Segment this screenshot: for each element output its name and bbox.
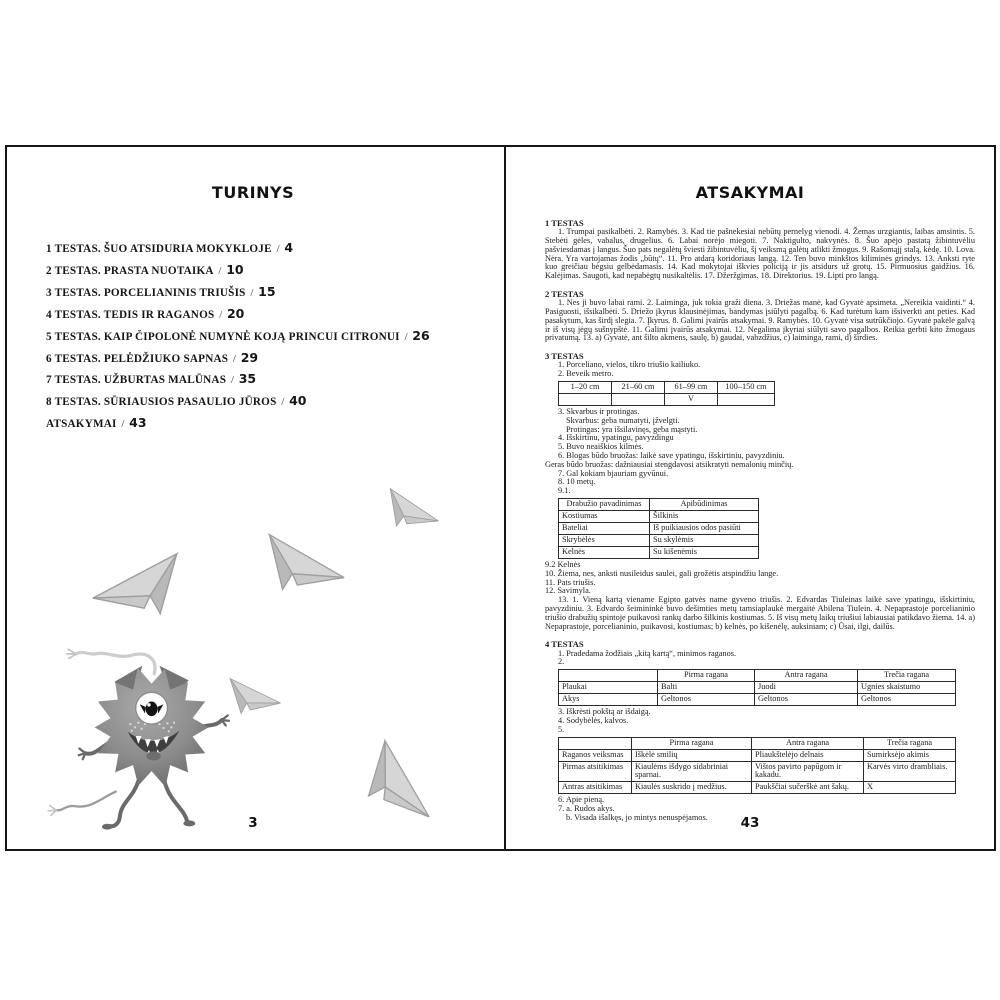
answer-table-cell: Pirmas atsitikimas [559,761,632,782]
answer-line: Protingas: yra išsilavinęs, geba mąstyti. [566,424,698,434]
monster-illustration [38,638,240,830]
toc-item [46,282,486,304]
toc-item-label: 5 TESTAS. KAIP ČIPOLONĖ NUMYNĖ KOJĄ PRINCUI CITRONUI [46,330,400,343]
toc-separator: / [278,396,288,409]
page-number-left: 3 [248,815,258,831]
toc-item-page: 20 [226,305,245,321]
answer-table-cell: Bateliai [559,522,650,534]
answer-table-cell: Kiaulės suskrido į medžius. [632,782,752,794]
answer-table-cell: 61–99 cm [665,381,718,393]
toc-item-label: 4 TESTAS. TEDIS IR RAGANOS [46,308,215,321]
toc-item [46,260,486,282]
toc-item-label: 7 TESTAS. UŽBURTAS MALŪNAS [46,374,227,387]
answers-title: ATSAKYMAI [695,183,805,202]
answer-table-cell [718,393,775,405]
answer-line: 9.2 Kelnės [545,559,581,569]
answer-table-cell [559,393,612,405]
answer-line: 12. Savimyla. [545,586,591,596]
toc-item-page: 35 [238,371,257,387]
answer-table-cell: Drabužio pavadinimas [559,498,650,510]
answer-table-cell: Geltonos [755,694,858,706]
toc-item-page: 26 [412,327,430,343]
answer-table-cell: Ugnies skaistumo [858,682,956,694]
answer-line: 9.1. [558,486,571,496]
answer-line: 4. Išskirtinu, ypatingu, pavyzdingu [558,433,674,443]
answer-table-cell: Trečia ragana [864,737,956,749]
answer-table-cell: Geltonos [858,694,956,706]
answer-line: b. Visada išalkęs, jo mintys nenuspėjamos. [566,812,708,822]
toc-item [46,304,486,326]
answer-line: Skvarbus: geba numatyti, įžvelgti. [566,415,680,425]
answer-line: 7. a. Rudos akys. [558,803,615,813]
page-number-right: 43 [740,815,760,831]
answer-table-cell: Antras atsitikimas [559,782,632,794]
toc-separator: / [230,352,239,365]
answer-heading: 2 TESTAS [545,288,584,299]
toc-separator: / [247,286,257,299]
toc-item-page: 10 [226,261,244,277]
answer-table-cell: Šilkinis [650,510,759,522]
toc-item-label: 2 TESTAS. PRASTA NUOTAIKA [46,264,214,277]
answer-table-cell: 100–150 cm [718,381,775,393]
paper-plane-icon [85,546,189,631]
answer-table-cell: Geltonos [658,694,755,706]
answer-table [558,498,759,559]
answer-line: 2. [558,657,565,667]
answer-line: 2. Beveik metro. [558,369,614,379]
answer-table-cell: X [864,782,956,794]
answer-table [558,381,775,406]
answer-table-cell: Antra ragana [755,670,858,682]
toc-item [46,326,486,348]
answer-line: 1. Porceliano, vielos, tikro triušio kailiuko. [558,360,701,370]
answer-line: 5. Buvo neaiškios kilmės. [558,442,644,452]
toc-item-label: 6 TESTAS. PELĖDŽIUKO SAPNAS [46,352,229,365]
toc-title: TURINYS [211,183,295,202]
answer-line: 7. Gal kokiam bjauriam gyvūnui. [558,468,669,478]
answer-table-cell: Akys [559,694,658,706]
answer-table-cell: Pirma ragana [632,737,752,749]
answer-table-cell: Su kišenėmis [650,546,759,558]
answer-table-cell [559,737,632,749]
toc-separator: / [273,243,283,255]
answer-line: Geras būdo bruožas: dažniausiai stengdavosi atsikratyti nemalonių minčių. [545,459,794,469]
answer-table-cell: Sumirksėjo akimis [864,749,956,761]
answer-heading: 4 TESTAS [545,639,584,650]
answer-table [558,737,956,795]
toc-separator: / [215,264,225,277]
toc-item-label: 8 TESTAS. SŪRIAUSIOS PASAULIO JŪROS [46,396,277,409]
answer-line: 3. Iškrėsti pokštą ar išdaigą. [558,707,651,717]
answer-line: 1. Pradedama žodžiais „kitą kartą“, minimos raganos. [558,648,737,658]
answer-para: 13. 1. Vieną kartą viename Egipto gatvės name gyveno triušis. 2. Edvardas Tiuleinas laikė save ypatingu, išskirtiniu, pavyzdiniu. 3. Edvardo šeimininkė buvo dešimties metų tamsiaplaukė mergaitė Abilena Tiulein. 4. Nepaprastoje porcelianinio triušio drabužių spintoje puikavosi rankų darbo šilkinis kostiumas. 5. Iš visų metų laikų triušiui labiausiai patikdavo žiema. 14. a) Nepaprastoje, porcelianinio, puikavosi, kostiumas; b) kelnės, po kišenėlę, auksiniam; c) Ūsai, ilgi, dailūs. [545,595,975,631]
toc-item-label: 1 TESTAS. ŠUO ATSIDURIA MOKYKLOJE [46,243,272,255]
answer-table-cell: Iškėlė smilių [632,749,752,761]
answer-table-cell [559,670,658,682]
answer-table-cell: Pliaukštelėjo delnais [752,749,864,761]
answer-line: 5. [558,724,565,734]
answer-table-cell: V [665,393,718,405]
toc-item-label: ATSAKYMAI [46,418,117,431]
answer-para: 1. Nes ji buvo labai rami. 2. Laiminga, juk tokia graži diena. 3. Driežas manė, kad Gyvatė apsimeta. „Nereikia vaidinti.“ 4. Pasiguosti, išsikalbėti. 5. Driežo įkyrus klausinėjimas, bandymas įsiūlyti pagalbą. 6. Kad turėtum kam išsiverkti ant peties. Kad pasakytum, kas širdį slegia. 7. Įkyrus. 8. Galimi įvairūs atsakymai. 9. Ramybės. 10. Gyvatė visa sutrūkčiojo. Gyvatė pakėlė galvą ir iš visų jėgų sušnypštė. 11. Galimi įvairūs atsakymai. 12. Negalima įkyriai siūlyti savo pagalbos. Reikia gerbti kito žmogaus privatumą. 13. a) Gyvatė, ant šilto akmens, saulę, b) gaudai, vabzdžius, c) laiminga, rami, d) širdies. [545,298,975,343]
answer-line: 11. Pats triušis. [545,577,596,587]
answer-table-cell: Kelnės [559,546,650,558]
answer-table-cell: Plaukai [559,682,658,694]
answer-table [558,669,956,706]
answer-line: 6. Blogas būdo bruožas: laikė save ypatingu, išskirtiniu, pavyzdiniu. [558,450,785,460]
toc-list [46,238,486,435]
answer-heading: 1 TESTAS [545,218,584,228]
toc-item-page: 29 [240,349,259,365]
answer-table-cell: Trečia ragana [858,670,956,682]
toc-separator: / [401,330,411,343]
answer-line: 6. Apie pieną. [558,795,605,805]
toc-separator: / [118,418,128,431]
toc-item-page: 4 [284,240,294,255]
answer-table-cell: Balti [658,682,755,694]
answer-table-cell: Apibūdinimas [650,498,759,510]
toc-item [46,369,486,391]
answer-table-cell: Skrybėlės [559,534,650,546]
answer-line: 3. Skvarbus ir protingas. [558,406,640,416]
answer-table-cell: Raganos veiksmas [559,749,632,761]
answer-table-cell: 1–20 cm [559,381,612,393]
answer-table-cell [612,393,665,405]
toc-item [46,413,486,435]
toc-item [46,348,486,370]
answer-line: 4. Sodybėlės, kalvos. [558,715,629,725]
answer-table-cell: Kostiumas [559,510,650,522]
toc-item-label: 3 TESTAS. PORCELIANINIS TRIUŠIS [46,286,246,299]
answer-table-cell: Pirma ragana [658,670,755,682]
toc-item-page: 15 [258,283,276,299]
toc-item-page: 40 [289,393,307,409]
answer-para: 1. Trumpai pasikalbėti. 2. Ramybės. 3. Kad tie pašnekesiai nebūtų pernelyg vienodi. 4. Žemas urzgiantis, laibas amsintis. 5. Stebėti gėles, vabalus, drugelius. 6. Labai norėjo miegoti. 7. Naktigulto, nakvynės. 8. Šuo apėjo pastatą žibintuvėliu pašviesdamas į langus. Šuo pats negalėtų šviesti žibintuvėliu, šį veiksmą galėtų atlikti žmogus. 9. Rašomąjį stalą, kėdę. 10. Lova. Nėra. Yra vartojamas žodis „būtų“. 11. Pro atdarą koridoriaus langą. 12. Ten buvo minkštos kiliminės grindys. 13. Anksti ryte kuo greičiau bėgsiu gelbėdamasis. 14. Kad mokytojai iškvies policiją ir jis atsidurs už grotų. 15. Pirmuosius gaidžius. 16. Kalėjimas. Saugoti, kad nepabėgtų nusikaltėlis. 17. Džeržgimas. 18. Direktorius. 19. Lipti pro langą. [545,227,975,281]
toc-separator: / [216,308,225,321]
answers-content [545,219,975,822]
answer-table-cell: Su skylėmis [650,534,759,546]
answer-table-cell: Vištos pavirto papūgom ir kakadu. [752,761,864,782]
answer-table-cell: Kiaulėms išdygo sidabriniai sparnai. [632,761,752,782]
page-divider [504,147,506,849]
answer-table-cell: Karvės virto drambliais. [864,761,956,782]
answer-table-cell: Antra ragana [752,737,864,749]
answer-line: 10. Žiema, nes, anksti nusileidus saulei, gali grožėtis atspindžiu lange. [545,568,779,578]
answer-heading: 3 TESTAS [545,351,584,362]
answer-table-cell: Paukščiai sučerškė ant šakų. [752,782,864,794]
answer-table-cell: Juodi [755,682,858,694]
toc-item [46,238,486,260]
toc-item-page: 43 [129,415,147,431]
answer-table-cell: 21–60 cm [612,381,665,393]
answer-line: 8. 10 metų. [558,477,596,487]
toc-item [46,391,486,413]
toc-separator: / [228,374,237,387]
answer-table-cell: Iš puikiausios odos pasiūti [650,522,759,534]
